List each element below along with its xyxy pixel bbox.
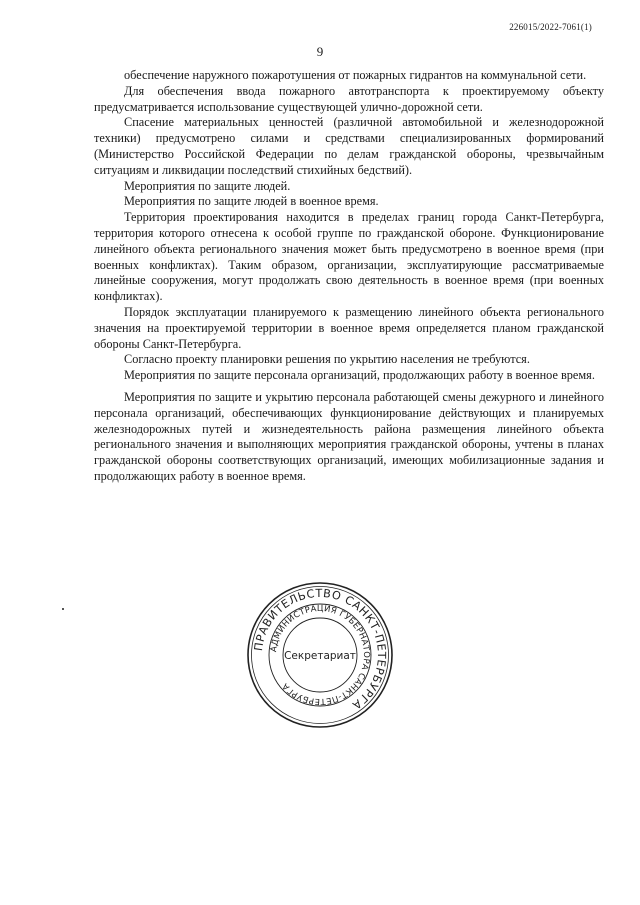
paragraph: обеспечение наружного пожаротушения от пожарных гидрантов на коммунальной сети.: [124, 68, 587, 82]
paragraph: Мероприятия по защите людей в военное время.: [124, 194, 379, 209]
paragraph: Территория проектирования находится в пределах границ города Санкт-Петербурга, территория которого отнесена к особой группе по гражданской обороне. Функционирование линейного объекта регионального значения может быть предусмотрено в военное время (при военных конфликтах). Таким образом, организации, эксплуатирующие рассматриваемые линейные сооружения, могут продолжать свою деятельность в военное время (при военных конфликтах).: [94, 210, 604, 304]
seal-icon: [245, 580, 395, 730]
seal-center-label: Секретариат: [284, 650, 356, 662]
paragraph: Мероприятия по защите людей.: [124, 178, 291, 193]
margin-mark: [62, 608, 64, 610]
paragraph: Порядок эксплуатации планируемого к размещению линейного объекта регионального значения на проектируемой территории в военное время определяется планом гражданской обороны Санкт-Петербурга.: [94, 304, 604, 351]
document-body: [94, 68, 604, 485]
document-id: 226015/2022-7061(1): [509, 22, 592, 32]
paragraph: Для обеспечения ввода пожарного автотранспорта к проектируемому объекту предусматривается использование существующей улично-дорожной сети.: [94, 83, 604, 114]
seal-outer-text: ПРАВИТЕЛЬСТВО САНКТ-ПЕТЕРБУРГА: [252, 586, 389, 712]
paragraph: Мероприятия по защите и укрытию персонала работающей смены дежурного и линейного персонала организаций, обеспечивающих функционирование действующих и планируемых железнодорожных путей и жизнедеятельность района размещения линейного объекта регионального значения и выполняющих мероприятия гражданской обороны, учтены в планах гражданской обороны соответствующих организаций, имеющих мобилизационные задания и продолжающих работу в военное время.: [94, 389, 604, 483]
page-number: 9: [316, 44, 324, 59]
seal-inner-text: АДМИНИСТРАЦИЯ ГУБЕРНАТОРА САНКТ-ПЕТЕРБУРГА: [268, 602, 373, 708]
official-seal: [245, 580, 395, 730]
paragraph: Спасение материальных ценностей (различной автомобильной и железнодорожной техники) предусмотрено силами и средствами специализированных формирований (Министерство Российской Федерации по делам гражданской обороны, чрезвычайным ситуациям и ликвидации последствий стихийных бедствий).: [94, 115, 604, 177]
paragraph: Согласно проекту планировки решения по укрытию населения не требуются.: [124, 352, 530, 367]
paragraph: Мероприятия по защите персонала организаций, продолжающих работу в военное время.: [124, 368, 595, 383]
